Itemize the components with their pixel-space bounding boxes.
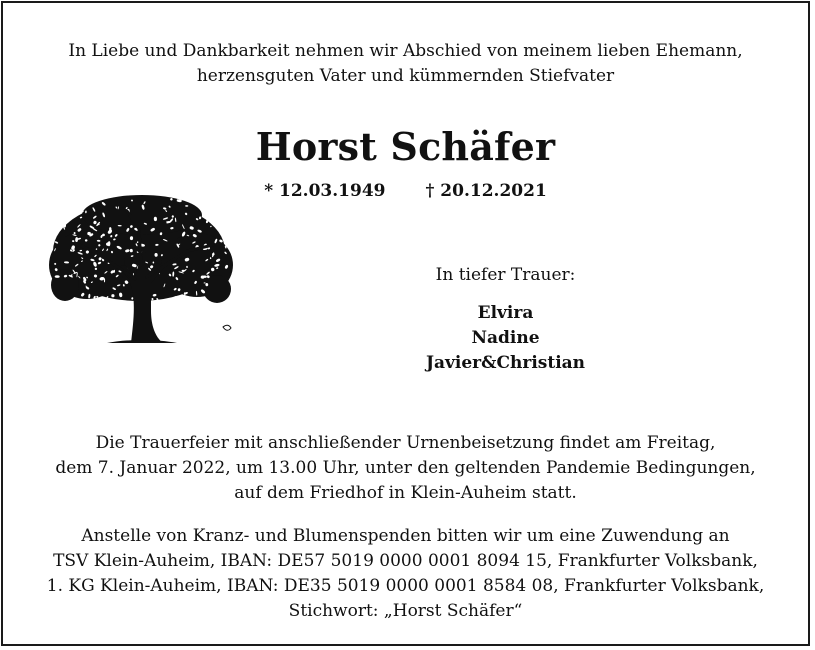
donation-info	[3, 524, 808, 624]
mourning-heading: In tiefer Trauer:	[435, 265, 576, 285]
intro-line-1: In Liebe und Dankbarkeit nehmen wir Abschied von meinem lieben Ehemann,	[68, 41, 743, 61]
intro-line-2: herzensguten Vater und kümmernden Stiefvater	[196, 66, 615, 86]
death-date: † 20.12.2021	[425, 181, 547, 201]
obituary-card	[1, 1, 810, 646]
service-line-2: dem 7. Januar 2022, um 13.00 Uhr, unter den geltenden Pandemie Bedingungen,	[55, 458, 756, 478]
donation-line-2: TSV Klein-Auheim, IBAN: DE57 5019 0000 0001 8094 15, Frankfurter Volksbank,	[53, 551, 758, 571]
deceased-name: Horst Schäfer	[255, 124, 556, 169]
intro-text	[3, 39, 808, 89]
mourners-list	[203, 301, 808, 376]
service-line-1: Die Trauerfeier mit anschließender Urnenbeisetzung findet am Freitag,	[95, 433, 716, 453]
mourner-name: Elvira	[477, 303, 534, 323]
service-info	[3, 431, 808, 506]
donation-line-1: Anstelle von Kranz- und Blumenspenden bitten wir um eine Zuwendung an	[81, 526, 730, 546]
birth-date: * 12.03.1949	[264, 181, 386, 201]
donation-line-3: 1. KG Klein-Auheim, IBAN: DE35 5019 0000 0001 8584 08, Frankfurter Volksbank,	[46, 576, 765, 596]
mourner-name: Nadine	[471, 328, 540, 348]
service-line-3: auf dem Friedhof in Klein-Auheim statt.	[234, 483, 577, 503]
donation-line-4: Stichwort: „Horst Schäfer“	[288, 601, 523, 621]
mourner-name: Javier&Christian	[425, 353, 586, 373]
